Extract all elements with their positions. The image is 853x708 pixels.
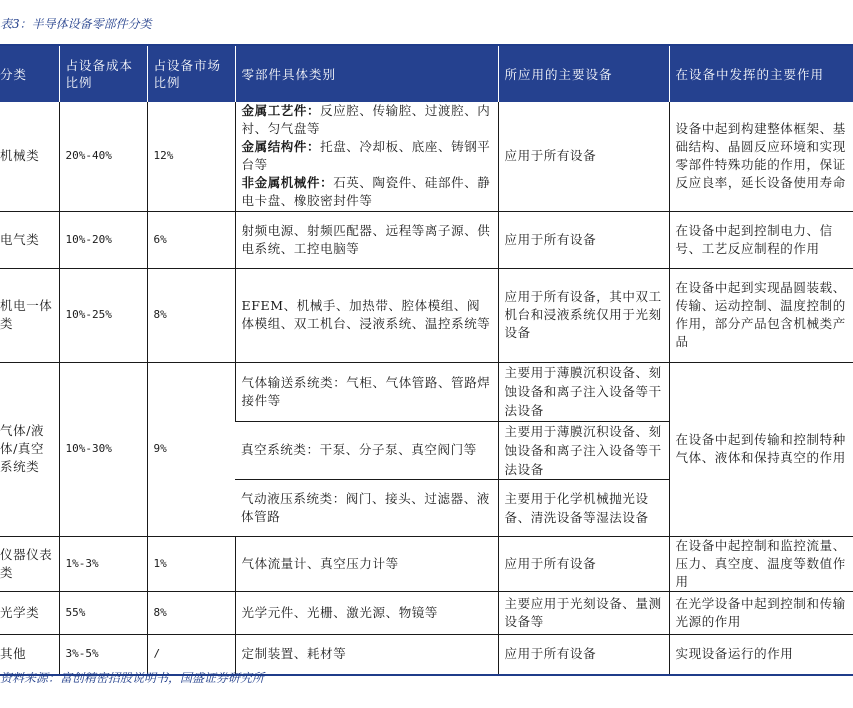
table-row	[0, 268, 853, 362]
category-cell: 其他	[0, 634, 59, 675]
parts-text: 石英、陶瓷件、硅部件、静电卡盘、橡胶密封件等	[241, 175, 491, 209]
parts-item	[242, 174, 492, 210]
header-market-ratio: 占设备市场比例	[147, 45, 235, 102]
market-ratio-cell: 8%	[147, 591, 235, 634]
parts-cell: 气体流量计、真空压力计等	[235, 536, 498, 591]
parts-keyword: 金属结构件：	[241, 139, 321, 155]
parts-keyword: 非金属机械件：	[241, 175, 334, 191]
cost-ratio-cell: 10%-30%	[59, 362, 147, 536]
parts-cell: 定制装置、耗材等	[235, 634, 498, 675]
parts-classification-table	[0, 44, 853, 676]
table-row	[0, 211, 853, 268]
parts-cell	[235, 102, 498, 211]
category-cell: 光学类	[0, 591, 59, 634]
category-cell: 机电一体类	[0, 268, 59, 362]
market-ratio-cell: 1%	[147, 536, 235, 591]
role-cell: 实现设备运行的作用	[669, 634, 853, 675]
role-cell: 在设备中起到控制电力、信号、工艺反应制程的作用	[669, 211, 853, 268]
equipment-cell: 主要用于薄膜沉积设备、刻蚀设备和离子注入设备等干法设备	[498, 362, 669, 421]
parts-keyword: 金属工艺件：	[241, 103, 321, 119]
parts-cell: EFEM、机械手、加热带、腔体模组、阀体模组、双工机台、浸液系统、温控系统等	[235, 268, 498, 362]
parts-cell: 光学元件、光栅、激光源、物镜等	[235, 591, 498, 634]
cost-ratio-cell: 55%	[59, 591, 147, 634]
category-cell: 气体/液体/真空系统类	[0, 362, 59, 536]
role-cell: 设备中起到构建整体框架、基础结构、晶圆反应环境和实现零部件特殊功能的作用，保证反应良率，延长设备使用寿命	[669, 102, 853, 211]
market-ratio-cell: /	[147, 634, 235, 675]
table-row	[0, 102, 853, 211]
header-cost-ratio: 占设备成本比例	[59, 45, 147, 102]
role-cell: 在设备中起控制和监控流量、压力、真空度、温度等数值作用	[669, 536, 853, 591]
equipment-cell: 应用于所有设备	[498, 536, 669, 591]
role-cell: 在设备中起到传输和控制特种气体、液体和保持真空的作用	[669, 362, 853, 536]
cost-ratio-cell: 10%-25%	[59, 268, 147, 362]
parts-text: 反应腔、传输腔、过渡腔、内衬、匀气盘等	[241, 103, 491, 137]
table-caption: 表3：半导体设备零部件分类	[0, 17, 152, 31]
equipment-cell: 应用于所有设备	[498, 634, 669, 675]
cost-ratio-cell: 3%-5%	[59, 634, 147, 675]
parts-cell: 射频电源、射频匹配器、远程等离子源、供电系统、工控电脑等	[235, 211, 498, 268]
equipment-cell: 应用于所有设备	[498, 211, 669, 268]
parts-cell: 真空系统类：干泵、分子泵、真空阀门等	[235, 421, 498, 479]
category-cell: 机械类	[0, 102, 59, 211]
equipment-cell: 主要用于薄膜沉积设备、刻蚀设备和离子注入设备等干法设备	[498, 421, 669, 479]
table-row	[0, 362, 853, 421]
table-header-row	[0, 45, 853, 102]
market-ratio-cell: 12%	[147, 102, 235, 211]
parts-item	[242, 102, 492, 138]
cost-ratio-cell: 20%-40%	[59, 102, 147, 211]
cost-ratio-cell: 10%-20%	[59, 211, 147, 268]
header-role: 在设备中发挥的主要作用	[669, 45, 853, 102]
market-ratio-cell: 9%	[147, 362, 235, 536]
category-cell: 仪器仪表类	[0, 536, 59, 591]
equipment-cell: 主要应用于光刻设备、量测设备等	[498, 591, 669, 634]
equipment-cell: 应用于所有设备	[498, 102, 669, 211]
market-ratio-cell: 8%	[147, 268, 235, 362]
header-parts: 零部件具体类别	[235, 45, 498, 102]
header-category: 分类	[0, 45, 59, 102]
parts-item	[242, 138, 492, 174]
parts-cell: 气动液压系统类：阀门、接头、过滤器、液体管路	[235, 479, 498, 536]
header-equipment: 所应用的主要设备	[498, 45, 669, 102]
source-note: 资料来源：富创精密招股说明书，国盛证券研究所	[0, 671, 265, 685]
equipment-cell: 主要用于化学机械抛光设备、清洗设备等湿法设备	[498, 479, 669, 536]
parts-text: 托盘、冷却板、底座、铸钢平台等	[241, 139, 491, 173]
category-cell: 电气类	[0, 211, 59, 268]
role-cell: 在设备中起到实现晶圆装载、传输、运动控制、温度控制的作用，部分产品包含机械类产品	[669, 268, 853, 362]
equipment-cell: 应用于所有设备，其中双工机台和浸液系统仅用于光刻设备	[498, 268, 669, 362]
table-row	[0, 591, 853, 634]
market-ratio-cell: 6%	[147, 211, 235, 268]
role-cell: 在光学设备中起到控制和传输光源的作用	[669, 591, 853, 634]
table-row	[0, 536, 853, 591]
parts-cell: 气体输送系统类：气柜、气体管路、管路焊接件等	[235, 362, 498, 421]
cost-ratio-cell: 1%-3%	[59, 536, 147, 591]
